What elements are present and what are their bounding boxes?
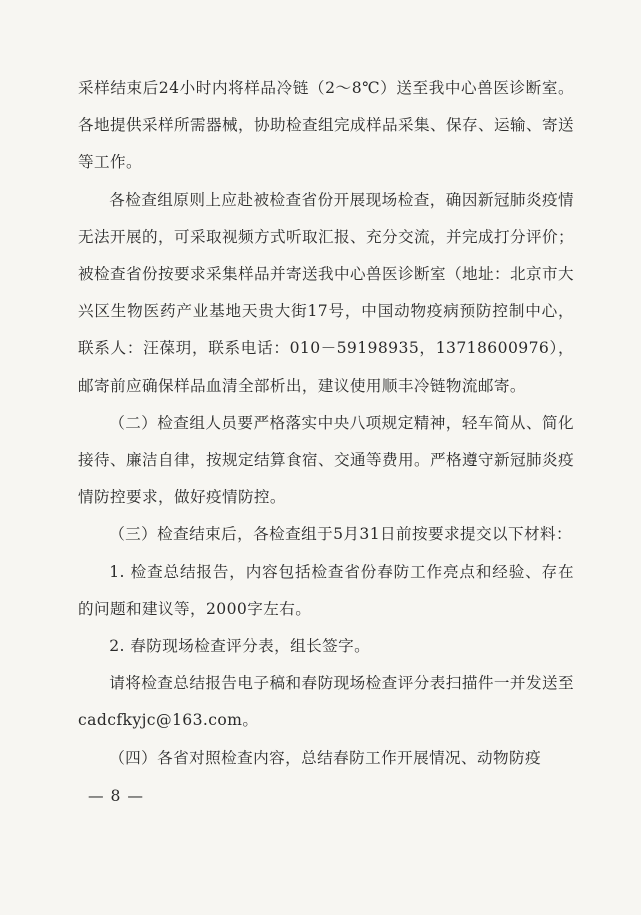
paragraph: 采样结束后24小时内将样品冷链（2～8℃）送至我中心兽医诊断室。各地提供采样所需器械，协助检查组完成样品采集、保存、运输、寄送等工作。 [78,79,574,172]
paragraph: 各检查组原则上应赴被检查省份开展现场检查，确因新冠肺炎疫情无法开展的，可采取视频方式听取汇报、充分交流，并完成打分评价；被检查省份按要求采集样品并寄送我中心兽医诊断室（地址：北京市大兴区生物医药产业基地天贵大街17号，中国动物疫病预防控制中心，联系人：汪葆玥，联系电话：010－59198935，13718600976），邮寄前应确保样品血清全部析出，建议使用顺丰冷链物流邮寄。 [78,190,574,395]
paragraph: 请将检查总结报告电子稿和春防现场检查评分表扫描件一并发送至 cadcfkyjc@163.com。 [78,674,574,730]
page-number: — 8 — [88,787,145,805]
paragraph: 1. 检查总结报告，内容包括检查省份春防工作亮点和经验、存在的问题和建议等，2000字左右。 [78,562,574,618]
paragraph: （二）检查组人员要严格落实中央八项规定精神，轻车简从、简化接待、廉洁自律，按规定结算食宿、交通等费用。严格遵守新冠肺炎疫情防控要求，做好疫情防控。 [78,413,574,507]
paragraph: （三）检查结束后，各检查组于5月31日前按要求提交以下材料： [109,525,572,544]
paragraph: 2. 春防现场检查评分表，组长签字。 [109,637,371,656]
paragraph: （四）各省对照检查内容，总结春防工作开展情况、动物防疫 [109,748,542,767]
body-text [78,70,574,777]
